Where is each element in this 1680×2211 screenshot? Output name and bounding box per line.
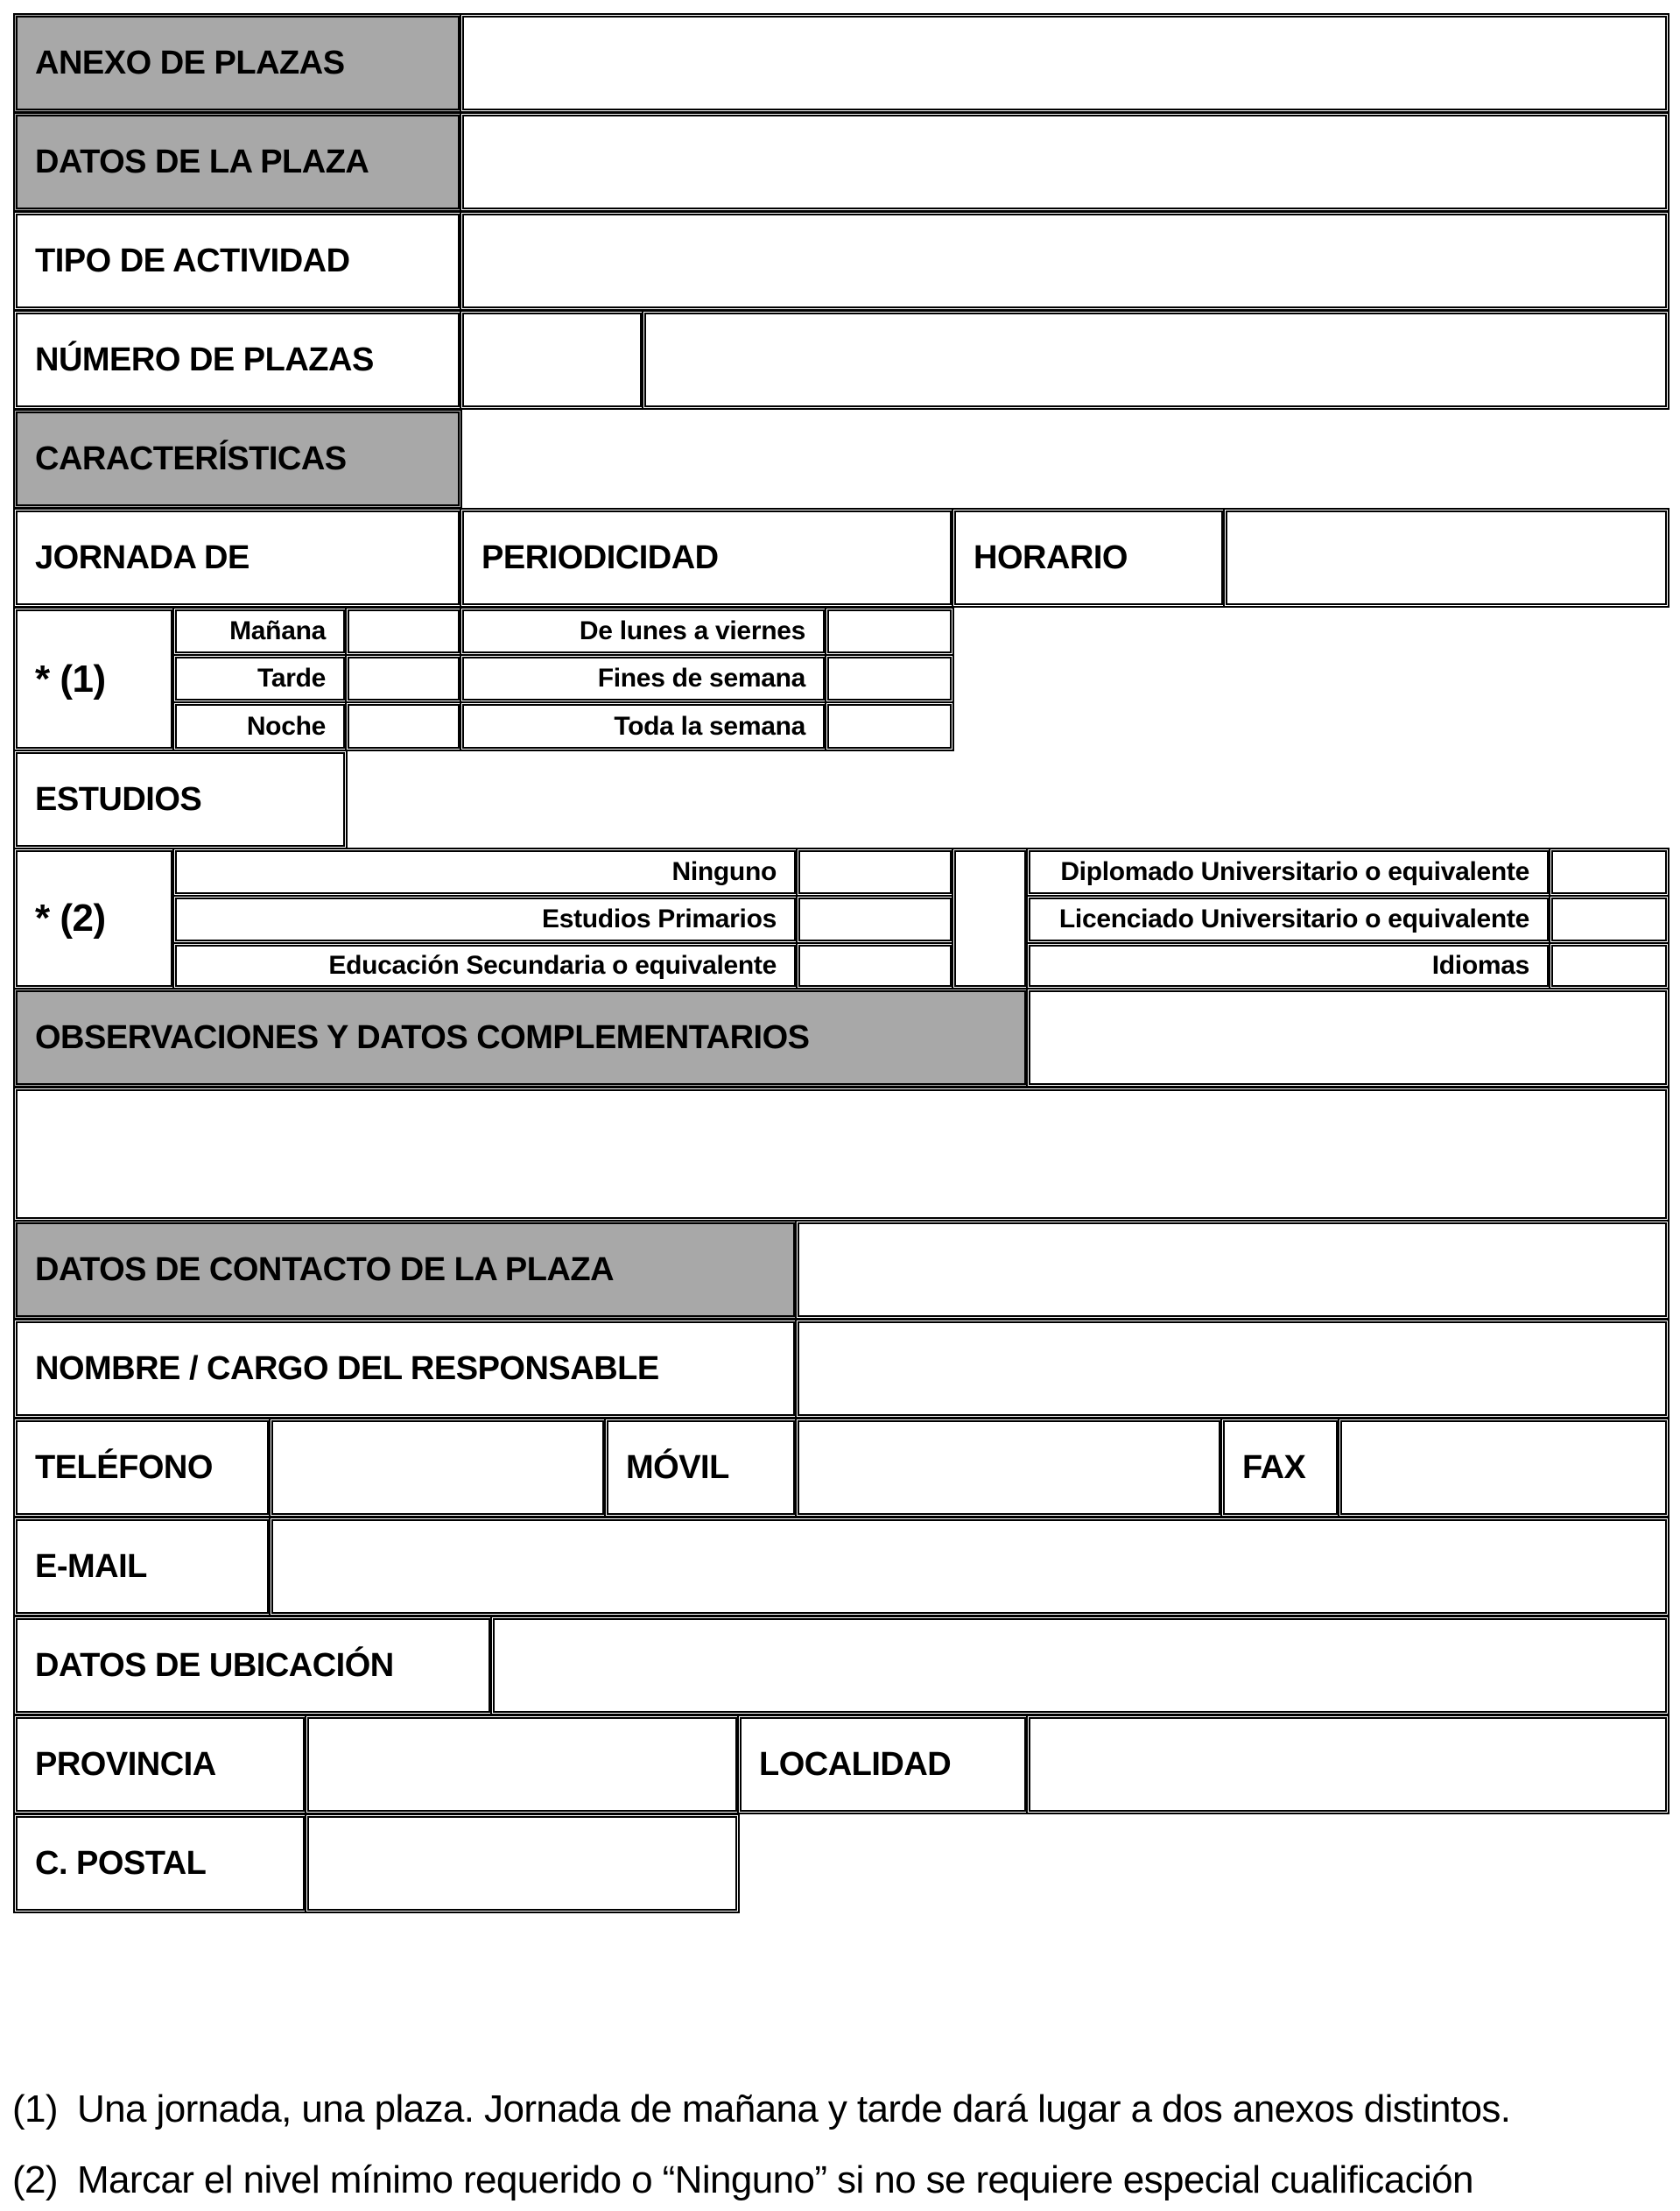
option-label-noche: Noche bbox=[172, 701, 348, 751]
checkbox-noche[interactable] bbox=[345, 701, 462, 751]
checkbox-lunes-a-viernes[interactable] bbox=[825, 607, 954, 656]
nombre-cargo-field[interactable] bbox=[795, 1319, 1669, 1419]
movil-field[interactable] bbox=[795, 1418, 1223, 1517]
option-label-licenciado: Licenciado Universitario o equivalente bbox=[1026, 895, 1551, 944]
horario-field[interactable] bbox=[1223, 508, 1669, 608]
label-telefono: TELÉFONO bbox=[13, 1418, 271, 1517]
checkbox-educacion-secundaria[interactable] bbox=[796, 942, 954, 989]
datos-de-ubicacion-field[interactable] bbox=[490, 1616, 1669, 1715]
observaciones-field[interactable] bbox=[13, 1087, 1669, 1222]
label-datos-de-la-plaza: DATOS DE LA PLAZA bbox=[13, 112, 462, 212]
provincia-field[interactable] bbox=[305, 1715, 740, 1814]
ref-note-2: * (2) bbox=[13, 848, 175, 989]
c-postal-field[interactable] bbox=[305, 1813, 740, 1913]
label-numero-de-plazas: NÚMERO DE PLAZAS bbox=[13, 310, 462, 410]
estudios-spacer bbox=[952, 848, 1029, 989]
observaciones-header-blank bbox=[1026, 988, 1669, 1088]
label-datos-de-ubicacion: DATOS DE UBICACIÓN bbox=[13, 1616, 493, 1715]
checkbox-licenciado[interactable] bbox=[1549, 895, 1669, 944]
option-label-educacion-secundaria: Educación Secundaria o equivalente bbox=[172, 942, 798, 989]
datos-de-contacto-blank bbox=[795, 1220, 1669, 1320]
ref-note-1: * (1) bbox=[13, 607, 175, 751]
checkbox-ninguno[interactable] bbox=[796, 848, 954, 897]
label-anexo-de-plazas: ANEXO DE PLAZAS bbox=[13, 13, 462, 113]
label-jornada-de: JORNADA DE bbox=[13, 508, 462, 608]
label-provincia: PROVINCIA bbox=[13, 1715, 307, 1814]
option-label-estudios-primarios: Estudios Primarios bbox=[172, 895, 798, 944]
label-tipo-de-actividad: TIPO DE ACTIVIDAD bbox=[13, 211, 462, 311]
label-email: E-MAIL bbox=[13, 1517, 271, 1616]
footnote-2 bbox=[12, 2158, 1473, 2202]
label-observaciones: OBSERVACIONES Y DATOS COMPLEMENTARIOS bbox=[13, 988, 1029, 1088]
label-movil: MÓVIL bbox=[604, 1418, 798, 1517]
footnote-1 bbox=[12, 2088, 1510, 2131]
footnote-1-text: Una jornada, una plaza. Jornada de mañana y tarde dará lugar a dos anexos distintos. bbox=[77, 2088, 1511, 2130]
option-label-tarde: Tarde bbox=[172, 654, 348, 703]
label-caracteristicas: CARACTERÍSTICAS bbox=[13, 409, 462, 509]
label-localidad: LOCALIDAD bbox=[737, 1715, 1029, 1814]
checkbox-estudios-primarios[interactable] bbox=[796, 895, 954, 944]
footnote-1-number: (1) bbox=[12, 2088, 58, 2130]
option-label-manana: Mañana bbox=[172, 607, 348, 656]
checkbox-fines-de-semana[interactable] bbox=[825, 654, 954, 703]
anexo-de-plazas-field[interactable] bbox=[460, 13, 1669, 113]
footnote-2-number: (2) bbox=[12, 2158, 58, 2201]
checkbox-toda-la-semana[interactable] bbox=[825, 701, 954, 751]
checkbox-tarde[interactable] bbox=[345, 654, 462, 703]
fax-field[interactable] bbox=[1338, 1418, 1669, 1517]
numero-de-plazas-blank bbox=[642, 310, 1669, 410]
option-label-idiomas: Idiomas bbox=[1026, 942, 1551, 989]
label-datos-de-contacto: DATOS DE CONTACTO DE LA PLAZA bbox=[13, 1220, 798, 1320]
label-nombre-cargo: NOMBRE / CARGO DEL RESPONSABLE bbox=[13, 1319, 798, 1419]
telefono-field[interactable] bbox=[269, 1418, 607, 1517]
label-periodicidad: PERIODICIDAD bbox=[460, 508, 954, 608]
label-c-postal: C. POSTAL bbox=[13, 1813, 307, 1913]
tipo-de-actividad-field[interactable] bbox=[460, 211, 1669, 311]
localidad-field[interactable] bbox=[1026, 1715, 1669, 1814]
label-estudios: ESTUDIOS bbox=[13, 750, 348, 849]
option-label-toda-la-semana: Toda la semana bbox=[460, 701, 827, 751]
option-label-diplomado: Diplomado Universitario o equivalente bbox=[1026, 848, 1551, 897]
checkbox-idiomas[interactable] bbox=[1549, 942, 1669, 989]
checkbox-diplomado[interactable] bbox=[1549, 848, 1669, 897]
option-label-ninguno: Ninguno bbox=[172, 848, 798, 897]
label-fax: FAX bbox=[1220, 1418, 1340, 1517]
datos-de-la-plaza-field[interactable] bbox=[460, 112, 1669, 212]
checkbox-manana[interactable] bbox=[345, 607, 462, 656]
numero-de-plazas-field[interactable] bbox=[460, 310, 644, 410]
email-field[interactable] bbox=[269, 1517, 1669, 1616]
label-horario: HORARIO bbox=[952, 508, 1226, 608]
option-label-lunes-a-viernes: De lunes a viernes bbox=[460, 607, 827, 656]
footnote-2-text: Marcar el nivel mínimo requerido o “Ninguno” si no se requiere especial cualificación bbox=[77, 2158, 1473, 2201]
option-label-fines-de-semana: Fines de semana bbox=[460, 654, 827, 703]
